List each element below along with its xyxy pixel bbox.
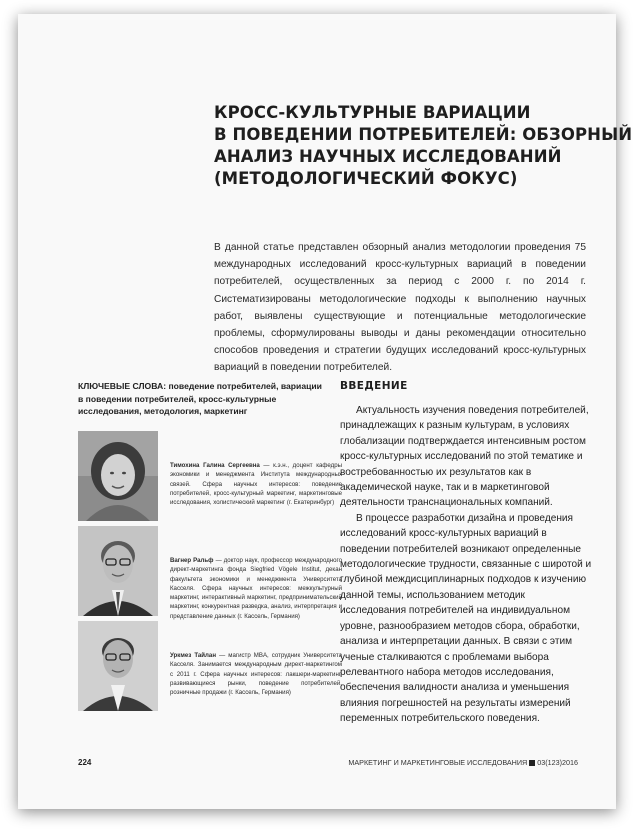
journal-name: МАРКЕТИНГ И МАРКЕТИНГОВЫЕ ИССЛЕДОВАНИЯ xyxy=(348,758,528,767)
author-bio: Тимохина Галина Сергеевна — к.э.н., доцент кафедры экономики и менеджмента Института международных связей. Сфера научных интересов: поведение потребителей, кросс-культурный маркетинг, маркетинговые исследования, холистический маркетинг (г. Екатеринбург) xyxy=(170,462,342,507)
author-photo xyxy=(78,431,158,521)
author-name: Вагнер Ральф xyxy=(170,557,214,564)
title-line: КРОСС-КУЛЬТУРНЫЕ ВАРИАЦИИ xyxy=(214,103,531,122)
article-title xyxy=(214,102,633,190)
author-photo xyxy=(78,526,158,616)
author-bio: Уркмез Тайлан — магистр MBA, сотрудник Университета Касселя. Занимается международным директ-маркетингом с 2011 г. Сфера научных интересов: лакшери-маркетинг, развивающиеся рынки, поведение потребителей, розничные продажи (г. Кассель, Германия) xyxy=(170,652,342,697)
journal-footer xyxy=(348,758,578,767)
page-number: 224 xyxy=(78,758,92,767)
author-card xyxy=(78,526,342,620)
square-bullet-icon xyxy=(529,760,535,766)
paragraph: В процессе разработки дизайна и проведения исследований кросс-культурных вариаций в поведении потребителей возникают определенные методологические трудности, связанные с широтой и глубиной междисциплинарных подходов к изучению данной темы, использованием методик исследования потребителей на индивидуальном уровне, разнообразием методов сбора, обработки, анализа и интерпретации данных. В связи с этим ученые сталкиваются с проблемами выбора релевантного набора методов исследования, обеспечения валидности анализа и уменьшения влияния погрешностей на результаты измерений переменных потребительского поведения. xyxy=(340,512,592,725)
author-card xyxy=(78,431,342,521)
paragraph: Актуальность изучения поведения потребителей, принадлежащих к разным культурам, в условиях глобализации подтверждается интенсивным ростом кросс-культурных исследований по этой тематике и востребованностью их результатов как в академической науке, так и в маркетинговой деятельности транснациональных компаний. xyxy=(340,405,589,509)
keywords: КЛЮЧЕВЫЕ СЛОВА: поведение потребителей, вариации в поведении потребителей, кросс-культурные исследования, методология, маркетинг xyxy=(78,381,322,416)
title-line: АНАЛИЗ НАУЧНЫХ ИССЛЕДОВАНИЙ xyxy=(214,147,562,166)
introduction-text xyxy=(340,403,592,727)
author-bio: Вагнер Ральф — доктор наук, профессор международного директ-маркетинга фонда Siegfried Vögele Institut, декан факультета экономики и менеджмента Университета Касселя. Сфера научных интересов: межкультурный маркетинг, интерактивный маркетинг, предпринимательский маркетинг, конкурентная разведка, анализ, интерпретация и представление данных (г. Кассель, Германия) xyxy=(170,557,342,620)
author-name: Тимохина Галина Сергеевна xyxy=(170,462,260,469)
journal-page xyxy=(18,14,633,809)
introduction-heading: ВВЕДЕНИЕ xyxy=(340,380,408,392)
title-line: В ПОВЕДЕНИИ ПОТРЕБИТЕЛЕЙ: ОБЗОРНЫЙ xyxy=(214,125,633,144)
title-line: (МЕТОДОЛОГИЧЕСКИЙ ФОКУС) xyxy=(214,169,518,188)
issue-number: 03(123)2016 xyxy=(537,758,578,767)
author-name: Уркмез Тайлан xyxy=(170,652,216,659)
author-photo xyxy=(78,621,158,711)
article-abstract: В данной статье представлен обзорный анализ методологии проведения 75 международных исследований кросс-культурных вариаций в поведении потребителей, осуществленных за период с 2000 г. по 2014 г. Систематизированы методологические подходы к выполнению научных работ, выявлены существующие и потенциальные методологические проблемы, сформулированы выводы и даны рекомендации относительно способов проведения и стратегии будущих исследований кросс-культурных вариаций в поведении потребителей. xyxy=(214,242,586,374)
author-card xyxy=(78,621,342,711)
